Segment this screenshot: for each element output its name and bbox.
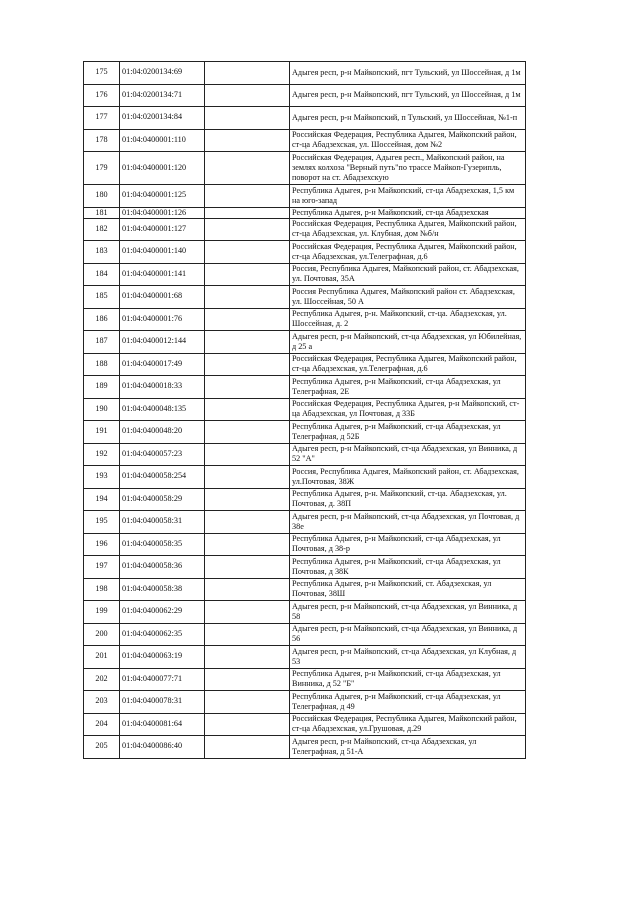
empty-cell (205, 623, 290, 646)
table-row (84, 668, 526, 691)
empty-cell (205, 421, 290, 444)
address: Адыгея респ, р-н Майкопский, ст-ца Абадзехская, ул Почтовая, д 38е (290, 511, 526, 534)
cadastral-number: 01:04:0400001:120 (120, 152, 205, 185)
row-number: 195 (84, 511, 120, 534)
table-row (84, 691, 526, 714)
address: Адыгея респ, р-н Майкопский, ст-ца Абадзехская, ул Винника, д 52 "А" (290, 443, 526, 466)
cadastral-number: 01:04:0400062:29 (120, 601, 205, 624)
cadastral-number: 01:04:0400062:35 (120, 623, 205, 646)
empty-cell (205, 207, 290, 218)
empty-cell (205, 511, 290, 534)
address: Республика Адыгея, р-н Майкопский, ст-ца Абадзехская, ул Телеграфная, д 49 (290, 691, 526, 714)
table-row (84, 398, 526, 421)
row-number: 199 (84, 601, 120, 624)
address: Адыгея респ, р-н Майкопский, ст-ца Абадзехская, ул Винника, д 56 (290, 623, 526, 646)
empty-cell (205, 466, 290, 489)
table-row (84, 241, 526, 264)
table-row (84, 84, 526, 107)
row-number: 181 (84, 207, 120, 218)
row-number: 183 (84, 241, 120, 264)
empty-cell (205, 129, 290, 152)
cadastral-number: 01:04:0400001:140 (120, 241, 205, 264)
address: Российская Федерация, Республика Адыгея, Майкопский район, ст-ца Абадзехская, ул.Грушовая, д.29 (290, 713, 526, 736)
cadastral-number: 01:04:0400086:40 (120, 736, 205, 759)
address: Республика Адыгея, р-н Майкопский, ст-ца Абадзехская, ул Телеграфная, 2Е (290, 376, 526, 399)
row-number: 201 (84, 646, 120, 669)
table-row (84, 511, 526, 534)
table-row (84, 152, 526, 185)
cadastral-number: 01:04:0400018:33 (120, 376, 205, 399)
cadastral-number: 01:04:0400081:64 (120, 713, 205, 736)
row-number: 187 (84, 331, 120, 354)
address: Российская Федерация, Республика Адыгея, Майкопский район, ст-ца Абадзехская, ул.Телеграфная, д.6 (290, 241, 526, 264)
table-row (84, 443, 526, 466)
row-number: 204 (84, 713, 120, 736)
address: Республика Адыгея, р-н Майкопский, ст-ца Абадзехская, ул Почтовая, д 38К (290, 556, 526, 579)
row-number: 177 (84, 107, 120, 130)
cadastral-number: 01:04:0400058:29 (120, 488, 205, 511)
row-number: 191 (84, 421, 120, 444)
table-row (84, 623, 526, 646)
table-row (84, 736, 526, 759)
address: Россия Республика Адыгея, Майкопский район ст. Абадзехская, ул. Шоссейная, 50 А (290, 286, 526, 309)
empty-cell (205, 263, 290, 286)
table-row (84, 376, 526, 399)
row-number: 179 (84, 152, 120, 185)
row-number: 175 (84, 62, 120, 85)
row-number: 198 (84, 578, 120, 601)
address: Россия, Республика Адыгея, Майкопский район, ст. Абадзехская, ул.Почтовая, 38Ж (290, 466, 526, 489)
cadastral-number: 01:04:0200134:84 (120, 107, 205, 130)
address: Российская Федерация, Адыгея респ., Майкопский район, на землях колхоза "Верный путь"по трассе Майкоп-Гузерипль, поворот на ст. Абадзехскую (290, 152, 526, 185)
row-number: 202 (84, 668, 120, 691)
cadastral-number: 01:04:0400001:126 (120, 207, 205, 218)
address: Адыгея респ, р-н Майкопский, пгт Тульский, ул Шоссейная, д 1м (290, 62, 526, 85)
address: Адыгея респ, р-н Майкопский, ст-ца Абадзехская, ул Юбилейная, д 25 а (290, 331, 526, 354)
empty-cell (205, 443, 290, 466)
address: Республика Адыгея, р-н Майкопский, ст-ца Абадзехская (290, 207, 526, 218)
cadastral-number: 01:04:0400057:23 (120, 443, 205, 466)
empty-cell (205, 62, 290, 85)
empty-cell (205, 353, 290, 376)
address: Адыгея респ, р-н Майкопский, ст-ца Абадзехская, ул Винника, д 58 (290, 601, 526, 624)
empty-cell (205, 601, 290, 624)
empty-cell (205, 556, 290, 579)
empty-cell (205, 241, 290, 264)
row-number: 200 (84, 623, 120, 646)
table-row (84, 129, 526, 152)
empty-cell (205, 218, 290, 241)
row-number: 185 (84, 286, 120, 309)
empty-cell (205, 308, 290, 331)
cadastral-number: 01:04:0400001:76 (120, 308, 205, 331)
row-number: 184 (84, 263, 120, 286)
row-number: 186 (84, 308, 120, 331)
table-row (84, 353, 526, 376)
cadastral-number: 01:04:0400001:141 (120, 263, 205, 286)
table-row (84, 107, 526, 130)
empty-cell (205, 376, 290, 399)
table-row (84, 331, 526, 354)
cadastral-register-table (83, 61, 526, 759)
row-number: 190 (84, 398, 120, 421)
table-row (84, 601, 526, 624)
table-row (84, 308, 526, 331)
table-row (84, 185, 526, 208)
cadastral-number: 01:04:0200134:71 (120, 84, 205, 107)
empty-cell (205, 736, 290, 759)
empty-cell (205, 185, 290, 208)
row-number: 196 (84, 533, 120, 556)
row-number: 178 (84, 129, 120, 152)
address: Российская Федерация, Республика Адыгея, Майкопский район, ст-ца Абадзехская, ул. Шоссейная, дом №2 (290, 129, 526, 152)
address: Российская Федерация, Республика Адыгея, р-н Майкопский, ст-ца Абадзехская, ул Почтовая, д 33Б (290, 398, 526, 421)
row-number: 197 (84, 556, 120, 579)
table-row (84, 578, 526, 601)
address: Адыгея респ, р-н Майкопский, пгт Тульский, ул Шоссейная, д 1м (290, 84, 526, 107)
table-row (84, 207, 526, 218)
row-number: 193 (84, 466, 120, 489)
table-row (84, 263, 526, 286)
table-row (84, 646, 526, 669)
cadastral-number: 01:04:0400058:254 (120, 466, 205, 489)
cadastral-number: 01:04:0400058:36 (120, 556, 205, 579)
cadastral-number: 01:04:0400078:31 (120, 691, 205, 714)
address: Адыгея респ, р-н Майкопский, ст-ца Абадзехская, ул Телеграфная, д 51-А (290, 736, 526, 759)
table-row (84, 488, 526, 511)
cadastral-number: 01:04:0400012:144 (120, 331, 205, 354)
address: Республика Адыгея, р-н. Майкопский, ст-ца. Абадзехская, ул. Шоссейная, д. 2 (290, 308, 526, 331)
empty-cell (205, 152, 290, 185)
address: Адыгея респ, р-н Майкопский, ст-ца Абадзехская, ул Клубная, д 53 (290, 646, 526, 669)
empty-cell (205, 646, 290, 669)
empty-cell (205, 533, 290, 556)
empty-cell (205, 331, 290, 354)
table-row (84, 62, 526, 85)
cadastral-number: 01:04:0400001:127 (120, 218, 205, 241)
cadastral-number: 01:04:0400058:35 (120, 533, 205, 556)
table-row (84, 533, 526, 556)
address: Российская Федерация, Республика Адыгея, Майкопский район, ст-ца Абадзехская, ул. Клубная, дом №б/н (290, 218, 526, 241)
row-number: 180 (84, 185, 120, 208)
table-row (84, 466, 526, 489)
row-number: 182 (84, 218, 120, 241)
row-number: 205 (84, 736, 120, 759)
empty-cell (205, 286, 290, 309)
cadastral-number: 01:04:0400077:71 (120, 668, 205, 691)
table-row (84, 421, 526, 444)
address: Россия, Республика Адыгея, Майкопский район, ст. Абадзехская, ул. Почтовая, 35А (290, 263, 526, 286)
empty-cell (205, 84, 290, 107)
row-number: 192 (84, 443, 120, 466)
table-row (84, 286, 526, 309)
row-number: 176 (84, 84, 120, 107)
cadastral-number: 01:04:0400048:20 (120, 421, 205, 444)
address: Республика Адыгея, р-н Майкопский, ст-ца Абадзехская, ул Винника, д 52 "Б" (290, 668, 526, 691)
row-number: 188 (84, 353, 120, 376)
cadastral-number: 01:04:0200134:69 (120, 62, 205, 85)
address: Российская Федерация, Республика Адыгея, Майкопский район, ст-ца Абадзехская, ул.Телеграфная, д.6 (290, 353, 526, 376)
address: Республика Адыгея, р-н. Майкопский, ст-ца. Абадзехская, ул. Почтовая, д. 38П (290, 488, 526, 511)
empty-cell (205, 691, 290, 714)
row-number: 203 (84, 691, 120, 714)
empty-cell (205, 488, 290, 511)
row-number: 194 (84, 488, 120, 511)
empty-cell (205, 578, 290, 601)
address: Республика Адыгея, р-н Майкопский, ст-ца Абадзехская, 1,5 км на юго-запад (290, 185, 526, 208)
cadastral-number: 01:04:0400063:19 (120, 646, 205, 669)
address: Адыгея респ, р-н Майкопский, п Тульский, ул Шоссейная, №1-п (290, 107, 526, 130)
table-row (84, 556, 526, 579)
empty-cell (205, 668, 290, 691)
cadastral-number: 01:04:0400001:68 (120, 286, 205, 309)
empty-cell (205, 107, 290, 130)
cadastral-number: 01:04:0400017:49 (120, 353, 205, 376)
address: Республика Адыгея, р-н Майкопский, ст-ца Абадзехская, ул Почтовая, д 38-р (290, 533, 526, 556)
address: Республика Адыгея, р-н Майкопский, ст-ца Абадзехская, ул Телеграфная, д 52Б (290, 421, 526, 444)
cadastral-number: 01:04:0400048:135 (120, 398, 205, 421)
empty-cell (205, 398, 290, 421)
empty-cell (205, 713, 290, 736)
cadastral-number: 01:04:0400058:31 (120, 511, 205, 534)
table-row (84, 218, 526, 241)
cadastral-number: 01:04:0400001:125 (120, 185, 205, 208)
cadastral-number: 01:04:0400058:38 (120, 578, 205, 601)
table-row (84, 713, 526, 736)
row-number: 189 (84, 376, 120, 399)
address: Республика Адыгея, р-н Майкопский, ст. Абадзехская, ул Почтовая, 38Ш (290, 578, 526, 601)
cadastral-number: 01:04:0400001:110 (120, 129, 205, 152)
